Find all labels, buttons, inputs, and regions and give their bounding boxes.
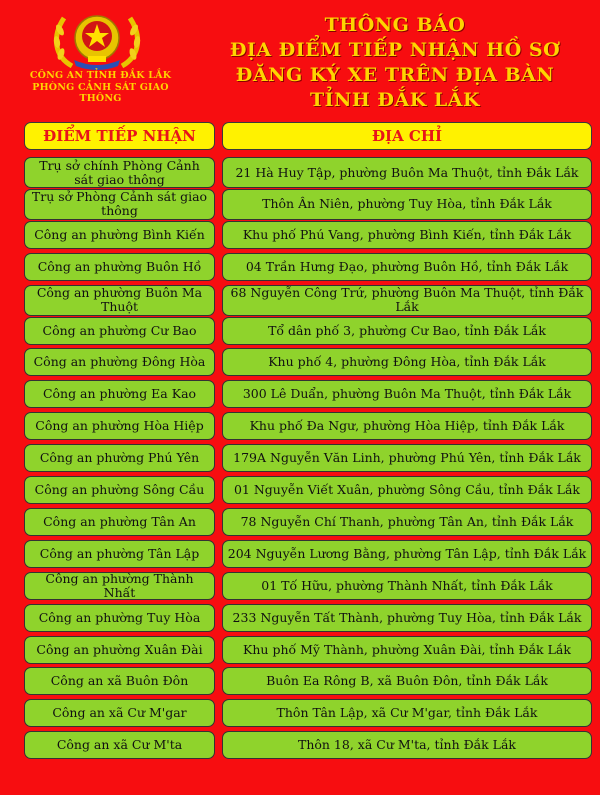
table-row [0, 572, 600, 600]
place-cell: Công an phường Buôn Ma Thuột [24, 285, 215, 316]
table-row [0, 667, 600, 695]
address-cell: Khu phố Phú Vang, phường Bình Kiến, tỉnh Đắk Lắk [222, 221, 592, 249]
place-cell: Công an xã Cư M'gar [24, 699, 215, 727]
table-row [0, 444, 600, 472]
table-row [0, 221, 600, 249]
table-row [0, 412, 600, 440]
place-cell: Công an phường Xuân Đài [24, 636, 215, 664]
org-name-line1: CÔNG AN TỈNH ĐẮK LẮK [29, 70, 172, 81]
address-cell: 179A Nguyễn Văn Linh, phường Phú Yên, tỉnh Đắk Lắk [222, 444, 592, 472]
place-cell: Công an phường Cư Bao [24, 317, 215, 345]
police-emblem-icon [42, 8, 152, 70]
notice-title-line3: ĐĂNG KÝ XE TRÊN ĐỊA BÀN [235, 64, 555, 86]
place-cell: Công an phường Tuy Hòa [24, 604, 215, 632]
address-cell: Tổ dân phố 3, phường Cư Bao, tỉnh Đắk Lắk [222, 317, 592, 345]
address-cell: 204 Nguyễn Lương Bằng, phường Tân Lập, tỉnh Đắk Lắk [222, 540, 592, 568]
table-row [0, 157, 600, 185]
address-cell: Thôn 18, xã Cư M'ta, tỉnh Đắk Lắk [222, 731, 592, 759]
table-row [0, 253, 600, 281]
table-row [0, 540, 600, 568]
address-cell: 04 Trần Hưng Đạo, phường Buôn Hồ, tỉnh Đắk Lắk [222, 253, 592, 281]
address-cell: Khu phố Đa Ngư, phường Hòa Hiệp, tỉnh Đắk Lắk [222, 412, 592, 440]
page-header [0, 0, 600, 118]
address-cell: 68 Nguyễn Công Trứ, phường Buôn Ma Thuột, tỉnh Đắk Lắk [222, 285, 592, 316]
place-cell: Công an phường Hòa Hiệp [24, 412, 215, 440]
address-cell: Khu phố 4, phường Đông Hòa, tỉnh Đắk Lắk [222, 348, 592, 376]
place-cell: Công an xã Buôn Đôn [24, 667, 215, 695]
place-cell: Công an xã Cư M'ta [24, 731, 215, 759]
place-cell: Trụ sở Phòng Cảnh sát giao thông [24, 189, 215, 220]
column-header-place: ĐIỂM TIẾP NHẬN [24, 122, 215, 150]
table-row [0, 731, 600, 759]
table-row [0, 348, 600, 376]
table-row [0, 476, 600, 504]
table-row [0, 317, 600, 345]
place-cell: Trụ sở chính Phòng Cảnh sát giao thông [24, 157, 215, 188]
table-row [0, 285, 600, 313]
address-cell: Buôn Ea Rông B, xã Buôn Đôn, tỉnh Đắk Lắk [222, 667, 592, 695]
address-cell: Khu phố Mỹ Thành, phường Xuân Đài, tỉnh Đắk Lắk [222, 636, 592, 664]
table-row [0, 189, 600, 217]
org-name-line2: PHÒNG CẢNH SÁT GIAO THÔNG [32, 82, 169, 104]
address-cell: 300 Lê Duẩn, phường Buôn Ma Thuột, tỉnh Đắk Lắk [222, 380, 592, 408]
address-cell: 01 Nguyễn Viết Xuân, phường Sông Cầu, tỉnh Đắk Lắk [222, 476, 592, 504]
column-header-address: ĐỊA CHỈ [222, 122, 592, 150]
place-cell: Công an phường Tân Lập [24, 540, 215, 568]
address-cell: Thôn Tân Lập, xã Cư M'gar, tỉnh Đắk Lắk [222, 699, 592, 727]
table-row [0, 380, 600, 408]
table-row [0, 636, 600, 664]
place-cell: Công an phường Thành Nhất [24, 572, 215, 600]
address-cell: 21 Hà Huy Tập, phường Buôn Ma Thuột, tỉnh Đắk Lắk [222, 157, 592, 188]
place-cell: Công an phường Tân An [24, 508, 215, 536]
address-cell: 01 Tố Hữu, phường Thành Nhất, tỉnh Đắk Lắk [222, 572, 592, 600]
notice-title-line2: ĐỊA ĐIỂM TIẾP NHẬN HỒ SƠ [229, 39, 561, 61]
place-cell: Công an phường Sông Cầu [24, 476, 215, 504]
place-cell: Công an phường Buôn Hồ [24, 253, 215, 281]
place-cell: Công an phường Phú Yên [24, 444, 215, 472]
address-cell: 78 Nguyễn Chí Thanh, phường Tân An, tỉnh Đắk Lắk [222, 508, 592, 536]
address-cell: Thôn Ân Niên, phường Tuy Hòa, tỉnh Đắk Lắk [222, 189, 592, 220]
place-cell: Công an phường Bình Kiến [24, 221, 215, 249]
place-cell: Công an phường Ea Kao [24, 380, 215, 408]
address-cell: 233 Nguyễn Tất Thành, phường Tuy Hòa, tỉnh Đắk Lắk [222, 604, 592, 632]
notice-title-line4: TỈNH ĐẮK LẮK [309, 89, 481, 111]
notice-title: THÔNG BÁO [324, 14, 466, 36]
table-row [0, 604, 600, 632]
table-row [0, 699, 600, 727]
place-cell: Công an phường Đông Hòa [24, 348, 215, 376]
table-row [0, 508, 600, 536]
